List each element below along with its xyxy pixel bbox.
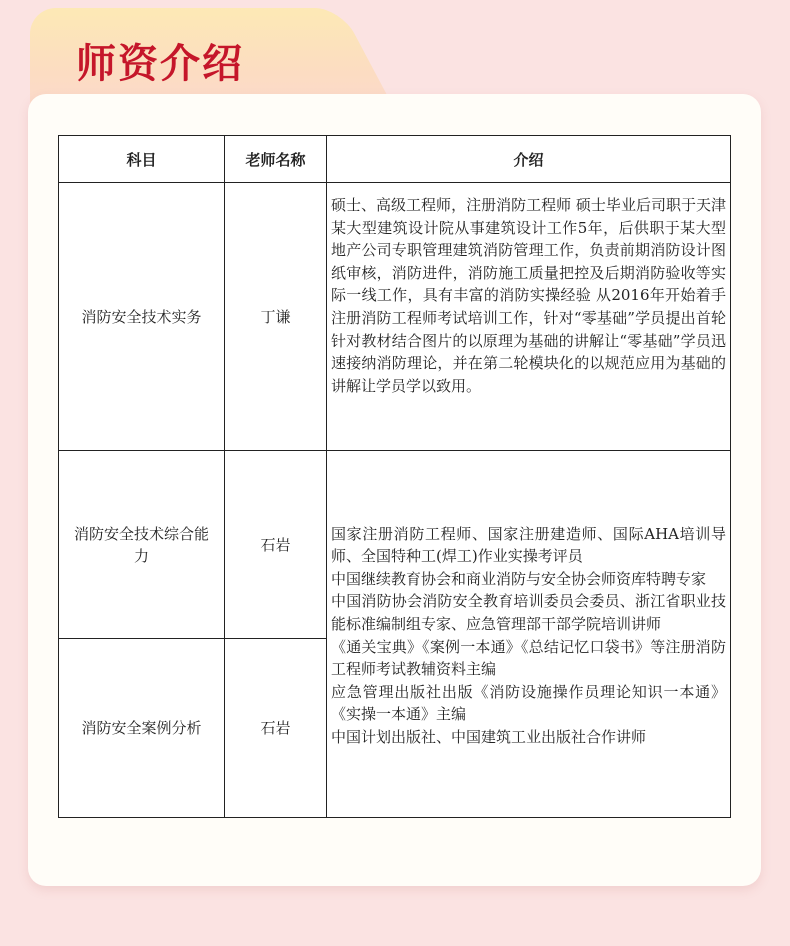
intro-line: 中国计划出版社、中国建筑工业出版社合作讲师 xyxy=(331,727,647,746)
teacher-name-cell: 丁谦 xyxy=(225,183,327,451)
table-row xyxy=(59,183,731,451)
subject-cell: 消防安全案例分析 xyxy=(59,639,225,818)
intro-line: 中国继续教育协会和商业消防与安全协会师资库特聘专家 xyxy=(331,569,707,588)
subject-cell: 消防安全技术实务 xyxy=(59,183,225,451)
table-row xyxy=(59,451,731,639)
intro-line: 应急管理出版社出版《消防设施操作员理论知识一本通》《实操一本通》主编 xyxy=(331,682,726,724)
content-card xyxy=(28,94,761,886)
intro-line: 中国消防协会消防安全教育培训委员会委员、浙江省职业技能标准编制组专家、应急管理部干部学院培训讲师 xyxy=(331,592,726,633)
intro-line: 国家注册消防工程师、国家注册建造师、国际AHA培训导师、全国特种工(焊工)作业实操考评员 xyxy=(331,524,726,566)
teacher-table xyxy=(58,135,731,818)
subject-cell: 消防安全技术综合能力 xyxy=(59,451,225,639)
teacher-name-cell: 石岩 xyxy=(225,451,327,639)
header-intro: 介绍 xyxy=(327,136,731,183)
teacher-name-cell: 石岩 xyxy=(225,639,327,818)
header-subject: 科目 xyxy=(59,136,225,183)
intro-cell: 硕士、高级工程师，注册消防工程师 硕士毕业后司职于天津某大型建筑设计院从事建筑设计工作5年，后供职于某大型地产公司专职管理建筑消防管理工作，负责前期消防设计图纸审核，消防进件，消防施工质量把控及后期消防验收等实际一线工作，具有丰富的消防实操经验 从2016年开始着手注册消防工程师考试培训工作，针对“零基础”学员提出首轮针对教材结合图片的以原理为基础的讲解让“零基础”学员迅速接纳消防理论，并在第二轮模块化的以规范应用为基础的讲解让学员学以致用。 xyxy=(327,183,731,451)
intro-line: 《通关宝典》《案例一本通》《总结记忆口袋书》等注册消防工程师考试教辅资料主编 xyxy=(331,637,726,679)
page-title: 师资介绍 xyxy=(76,41,244,87)
table-header-row xyxy=(59,136,731,183)
header-teacher: 老师名称 xyxy=(225,136,327,183)
shared-intro-cell xyxy=(327,451,731,818)
